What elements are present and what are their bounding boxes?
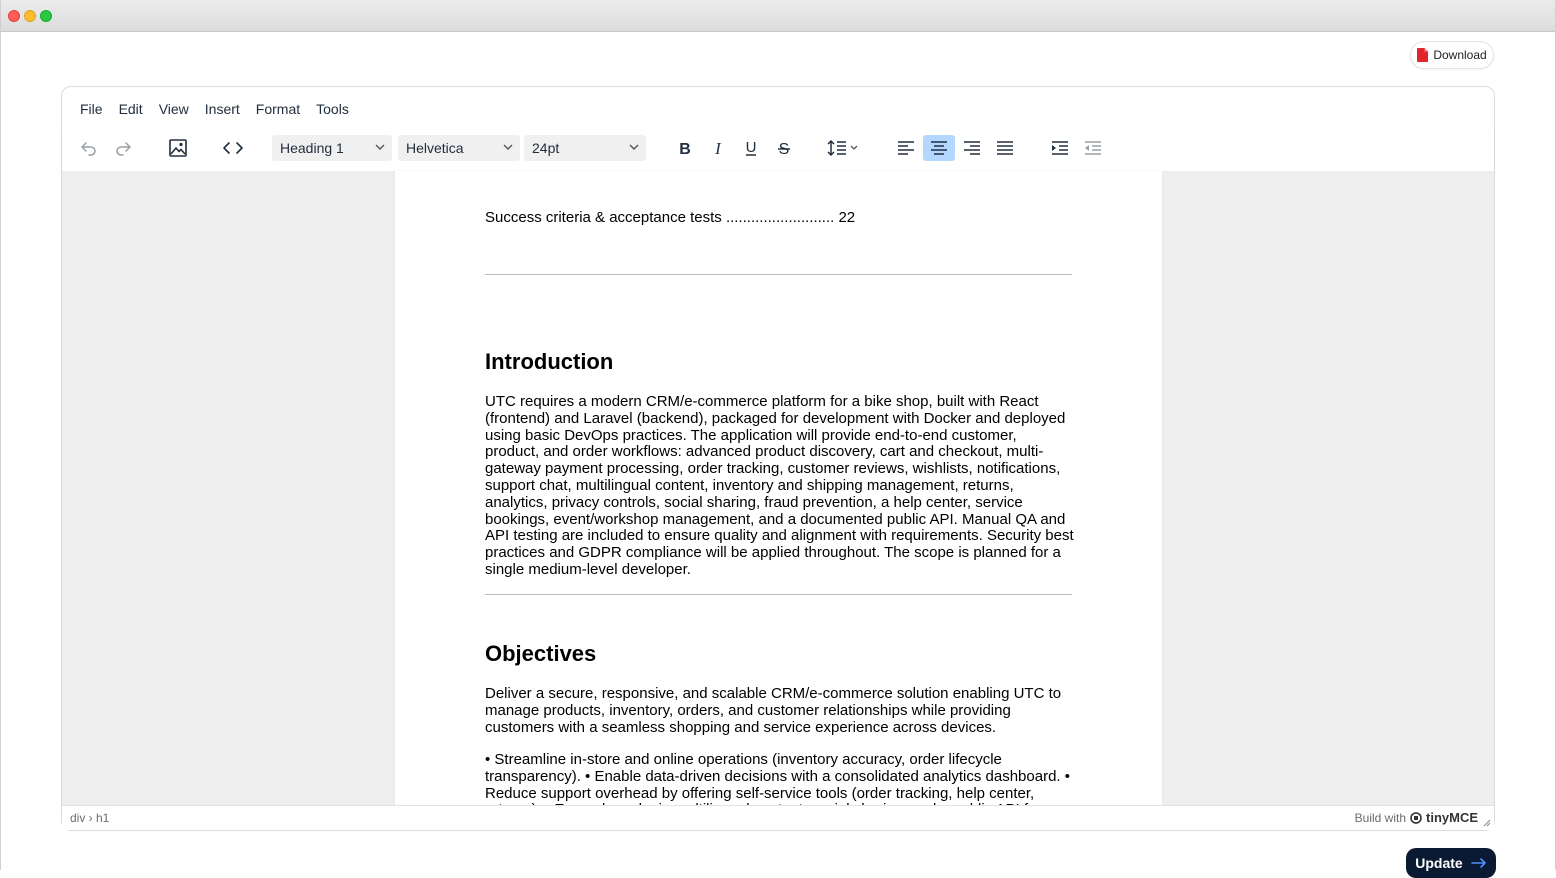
toc-entry: Success criteria & acceptance tests .......................... 22	[485, 209, 856, 226]
brand-link[interactable]	[1355, 810, 1478, 825]
tinymce-logo-icon	[1410, 812, 1422, 824]
objectives-paragraph: Deliver a secure, responsive, and scalable CRM/e-commerce solution enabling UTC to manage products, inventory, orders, and customer relationships while providing customers with a seamless shopping and service experience across devices.	[485, 685, 1062, 736]
font-family-value: Helvetica	[406, 140, 464, 156]
document-page[interactable]	[395, 171, 1162, 807]
font-size-value: 24pt	[532, 140, 560, 156]
download-button[interactable]	[1410, 41, 1494, 69]
heading-objectives: Objectives	[485, 641, 597, 666]
underline-button[interactable]	[735, 135, 767, 161]
chevron-down-icon	[374, 141, 386, 153]
source-code-button[interactable]	[217, 135, 249, 161]
outdent-button[interactable]	[1077, 135, 1109, 161]
menu-insert[interactable]: Insert	[204, 101, 240, 117]
brand-name: tinyMCE	[1426, 810, 1478, 825]
menubar	[62, 87, 1494, 131]
arrow-right-icon	[1471, 858, 1487, 868]
update-label: Update	[1415, 855, 1463, 871]
align-right-button[interactable]	[956, 135, 988, 161]
undo-button[interactable]	[73, 135, 105, 161]
menu-edit[interactable]: Edit	[118, 101, 143, 117]
svg-text:U: U	[745, 139, 757, 156]
align-right-icon	[963, 140, 981, 156]
zoom-window-button[interactable]	[40, 10, 52, 22]
editor-canvas	[62, 171, 1494, 807]
update-button[interactable]	[1406, 848, 1496, 878]
align-justify-button[interactable]	[989, 135, 1021, 161]
insert-image-button[interactable]	[162, 135, 194, 161]
line-height-icon	[827, 139, 861, 157]
font-family-select[interactable]	[398, 135, 520, 161]
align-justify-icon	[996, 140, 1014, 156]
line-height-button[interactable]	[824, 135, 864, 161]
menu-tools[interactable]: Tools	[316, 101, 349, 117]
horizontal-rule	[485, 594, 1072, 595]
align-left-button[interactable]	[890, 135, 922, 161]
svg-text:B: B	[679, 141, 691, 158]
undo-icon	[80, 139, 98, 157]
chevron-down-icon	[628, 141, 640, 153]
bold-button[interactable]	[669, 135, 701, 161]
intro-paragraph: UTC requires a modern CRM/e-commerce platform for a bike shop, built with React (frontend) and Laravel (backend), packaged for development with Docker and deployed using basic DevOps practices. The application will provide end-to-end customer, product, and order workflows: advanced product discovery, cart and checkout, multi-gateway payment processing, order tracking, customer reviews, wishlists, notifications, support chat, multilingual content, inventory and shipping management, returns, analytics, privacy controls, social sharing, fraud prevention, a help center, service bookings, event/workshop management, and a documented public API. Manual QA and API testing are included to ensure quality and alignment with requirements. Security best practices and GDPR compliance will be applied throughout. The scope is planned for a single medium-level developer.	[485, 393, 1074, 578]
horizontal-rule	[485, 274, 1072, 275]
underline-icon	[743, 139, 759, 157]
minimize-window-button[interactable]	[24, 10, 36, 22]
align-center-button[interactable]	[923, 135, 955, 161]
objectives-bullets: • Streamline in-store and online operations (inventory accuracy, order lifecycle transparency). • Enable data-driven decisions with a consolidated analytics dashboard. • Reduce support overhead by offering self-service tools (order tracking, help center,	[485, 751, 1070, 802]
window-titlebar	[0, 0, 1556, 32]
indent-button[interactable]	[1044, 135, 1076, 161]
indent-icon	[1051, 140, 1069, 156]
align-left-icon	[897, 140, 915, 156]
bold-icon	[677, 140, 693, 156]
block-format-value: Heading 1	[280, 140, 344, 156]
heading-introduction: Introduction	[485, 349, 614, 374]
strikethrough-icon	[776, 140, 792, 156]
italic-button[interactable]	[702, 135, 734, 161]
build-with-label: Build with	[1354, 810, 1406, 825]
chevron-down-icon	[502, 141, 514, 153]
outdent-icon	[1084, 140, 1102, 156]
svg-text:I: I	[715, 139, 721, 158]
align-center-icon	[930, 140, 948, 156]
rich-text-editor	[61, 86, 1495, 831]
download-label: Download	[1433, 48, 1487, 62]
italic-icon	[710, 140, 726, 156]
pdf-file-icon	[1417, 48, 1428, 62]
strikethrough-button[interactable]	[768, 135, 800, 161]
resize-handle-icon[interactable]	[1481, 817, 1491, 827]
image-icon	[168, 138, 188, 158]
statusbar	[62, 805, 1494, 830]
element-path[interactable]: div › h1	[70, 811, 110, 825]
redo-icon	[114, 139, 132, 157]
block-format-select[interactable]	[272, 135, 392, 161]
code-icon	[223, 141, 243, 155]
toolbar	[62, 131, 1494, 171]
font-size-select[interactable]	[524, 135, 646, 161]
menu-format[interactable]: Format	[255, 101, 301, 117]
redo-button[interactable]	[107, 135, 139, 161]
menu-file[interactable]: File	[80, 101, 103, 117]
svg-text:S: S	[778, 141, 790, 158]
menu-view[interactable]: View	[158, 101, 189, 117]
close-window-button[interactable]	[8, 10, 20, 22]
